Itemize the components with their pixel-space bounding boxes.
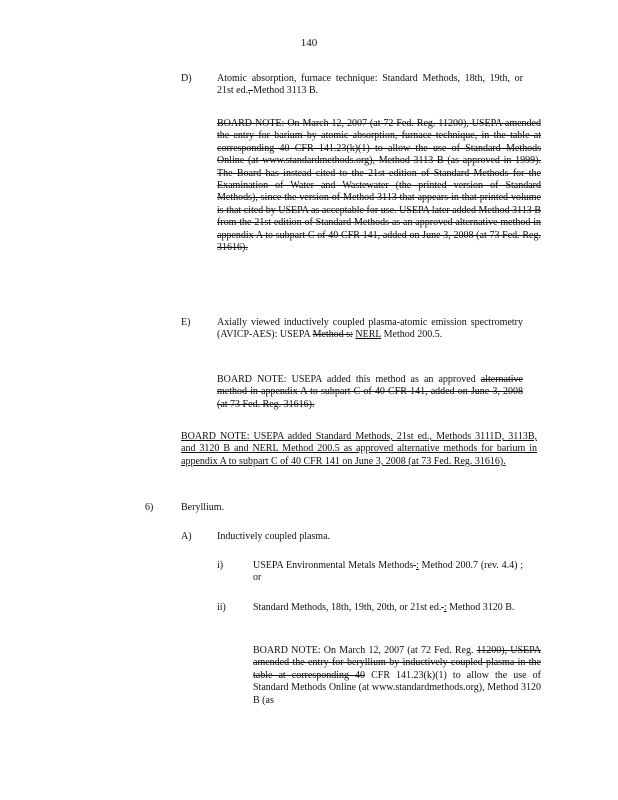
item-6-text: Beryllium. [181,502,225,513]
item-i-text-inserted: : [416,560,419,571]
item-d-text [217,73,523,98]
item-i-text [253,560,523,585]
item-ii-text-inserted: : [443,602,447,613]
item-e-label: E) [181,317,191,328]
item-ii-label: ii) [217,602,226,613]
barium-board-note-inserted: BOARD NOTE: USEPA added Standard Methods, 21st ed., Methods 3111D, 3113B, and 3120 B and NERL Method 200.5 as approved alternative methods for barium in appendix A to subpart C of 40 CFR 141 on June 3, 2008 (at 73 Fed. Reg. 31616). [181,431,537,467]
item-d-board-note [217,118,541,254]
page-number: 140 [300,37,318,49]
item-d-text-deleted: , [248,85,254,97]
item-d-label: D) [181,73,192,84]
item-e-text-a: Axially viewed inductively coupled plasma-atomic emission spectrometry (AVICP-AES): USEPA [217,317,523,341]
item-e-board-note-a: BOARD NOTE: USEPA added this method as an approved [217,374,481,385]
item-e-text-deleted: Method s: [312,329,353,341]
item-6a-text: Inductively coupled plasma. [217,531,331,542]
item-e-board-note [217,374,523,411]
item-ii-board-note-deleted: 11200), USEPA amended the entry for beryllium by inductively coupled plasma in the table at corresponding 40 [253,645,541,681]
item-ii-text [253,602,523,614]
item-d-text-a: Atomic absorption, furnace technique: Standard Methods, 18th, 19th, or 21st ed. [217,73,523,97]
item-e-text-e: Method 200.5. [381,329,443,341]
item-d-board-note-deleted: BOARD NOTE: On March 12, 2007 (at 72 Fed. Reg. 11200), USEPA amended the entry for barium by atomic absorption, furnace technique, in the table at corresponding 40 CFR 141.23(k)(1) to allow the use of Standard Methods Online (at www.standardmethods.org), Method 3113 B (as approved in 1999). The Board has instead cited to the 21st edition of Standard Methods for the Examination of Water and Wastewater (the printed version of Standard Methods), since the version of Method 3113 that appears in that printed volume is that cited by USEPA as acceptable for use. USEPA later added Method 3113 B from the 21st edition of Standard Methods as an approved alternative method in appendix A to subpart C of 40 CFR 141, added on June 3, 2008 (at 73 Fed. Reg. 31616). [217,118,541,254]
item-e-text [217,317,523,342]
item-ii-board-note-c: CFR 141.23(k)(1) to allow the use of Standard Methods Online (at www.standardmethods.org), Method 3120 B (as [253,669,542,706]
item-6-label: 6) [145,502,154,513]
item-i-text-d: Method 200.7 (rev. 4.4) ; or [253,560,524,584]
item-ii-board-note [253,645,541,707]
barium-board-note [181,431,537,468]
item-6a-label: A) [181,531,192,542]
item-d-text-c: Method 3113 B. [253,85,319,97]
item-ii-board-note-a: BOARD NOTE: On March 12, 2007 (at 72 Fed. Reg. [253,645,477,656]
item-ii-text-a: Standard Methods, 18th, 19th, 20th, or 21st ed. [253,602,442,613]
item-e-text-inserted: NERL [355,329,382,341]
item-e-board-note-deleted: alternative method in appendix A to subpart C of 40 CFR 141, added on June 3, 2008 (at 73 Fed. Reg. 31616). [217,374,523,410]
item-i-label: i) [217,560,224,571]
item-i-text-a: USEPA Environmental Metals Methods [253,560,414,571]
item-ii-text-d: Method 3120 B. [446,602,515,613]
